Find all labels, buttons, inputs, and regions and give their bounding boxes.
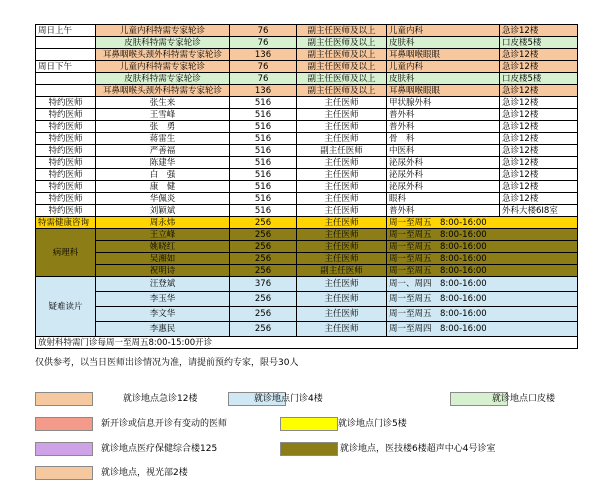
table-row [36, 85, 578, 97]
clinic-cell: 皮肤科特需专家轮诊 [96, 73, 230, 85]
legend-swatch [280, 417, 338, 431]
table-row [36, 49, 578, 61]
location-cell: 急诊12楼 [500, 193, 578, 205]
location-cell: 急诊12楼 [500, 85, 578, 97]
fee-cell: 256 [230, 292, 297, 307]
title-cell: 主任医师 [297, 109, 387, 121]
department-cell: 耳鼻咽喉眼眼 [387, 85, 500, 97]
title-cell: 副主任医师及以上 [297, 37, 387, 49]
department-cell: 泌尿外科 [387, 169, 500, 181]
table-row [36, 241, 578, 253]
doctor-cell: 吴湘如 [96, 253, 230, 265]
doctor-cell: 周永炜 [96, 217, 230, 229]
department-cell: 骨 科 [387, 133, 500, 145]
hours-cell: 周一至周五 8:00-16:00 [387, 229, 578, 241]
hours-cell: 周一至周五 8:00-16:00 [387, 292, 578, 307]
table-row [36, 217, 578, 229]
department-cell: 皮肤科 [387, 37, 500, 49]
title-cell: 主任医师 [297, 241, 387, 253]
clinic-cell: 耳鼻咽喉头颈外科特需专家轮诊 [96, 49, 230, 61]
table-row [36, 121, 578, 133]
hours-cell: 周一至周五 8:00-16:00 [387, 253, 578, 265]
department-cell: 普外科 [387, 205, 500, 217]
location-cell: 急诊12楼 [500, 109, 578, 121]
legend-label: 就诊地点，视光部2楼 [101, 468, 188, 478]
clinic-cell: 王雪峰 [96, 109, 230, 121]
doctor-cell: 汪登斌 [96, 277, 230, 292]
film-reading-label: 疑难读片 [36, 277, 96, 337]
table-row [36, 322, 578, 337]
title-cell: 主任医师 [297, 169, 387, 181]
legend-swatch [280, 442, 338, 456]
title-cell: 主任医师 [297, 205, 387, 217]
table-row [36, 253, 578, 265]
table-row [36, 133, 578, 145]
fee-cell: 76 [230, 73, 297, 85]
fee-cell: 516 [230, 121, 297, 133]
table-row [36, 292, 578, 307]
fee-cell: 76 [230, 37, 297, 49]
title-cell: 主任医师 [297, 253, 387, 265]
department-cell: 普外科 [387, 121, 500, 133]
title-cell: 主任医师 [297, 217, 387, 229]
table-row [36, 109, 578, 121]
session-cell: 特约医师 [36, 97, 96, 109]
fee-cell: 256 [230, 229, 297, 241]
location-cell: 外科大楼6I8室 [500, 205, 578, 217]
table-row [36, 205, 578, 217]
clinic-cell: 耳鼻咽喉头颈外科特需专家轮诊 [96, 85, 230, 97]
title-cell: 副主任医师及以上 [297, 73, 387, 85]
title-cell: 主任医师 [297, 229, 387, 241]
title-cell: 副主任医师及以上 [297, 49, 387, 61]
clinic-cell: 张 勇 [96, 121, 230, 133]
table-row [36, 73, 578, 85]
table-row [36, 61, 578, 73]
legend-swatch [35, 466, 93, 480]
fee-cell: 516 [230, 157, 297, 169]
session-cell: 特约医师 [36, 157, 96, 169]
title-cell: 主任医师 [297, 97, 387, 109]
session-cell: 特约医师 [36, 109, 96, 121]
clinic-cell: 儿童内科特需专家轮诊 [96, 61, 230, 73]
fee-cell: 376 [230, 277, 297, 292]
legend-swatch [35, 442, 93, 456]
location-cell: 急诊12楼 [500, 61, 578, 73]
doctor-cell: 姚晓红 [96, 241, 230, 253]
department-cell: 泌尿外科 [387, 157, 500, 169]
table-row [36, 169, 578, 181]
title-cell: 主任医师 [297, 322, 387, 337]
fee-cell: 516 [230, 133, 297, 145]
fee-cell: 256 [230, 307, 297, 322]
doctor-cell: 王立峰 [96, 229, 230, 241]
doctor-cell: 李文华 [96, 307, 230, 322]
fee-cell: 256 [230, 253, 297, 265]
title-cell: 主任医师 [297, 181, 387, 193]
location-cell: 口皮楼5楼 [500, 37, 578, 49]
clinic-cell: 陈建华 [96, 157, 230, 169]
table-row [36, 97, 578, 109]
table-row [36, 25, 578, 37]
clinic-cell: 儿童内科特需专家轮诊 [96, 25, 230, 37]
hours-cell: 周一至周五 8:00-16:00 [387, 307, 578, 322]
department-cell: 中医科 [387, 145, 500, 157]
title-cell: 主任医师 [297, 292, 387, 307]
table-row [36, 37, 578, 49]
clinic-cell: 华佩炎 [96, 193, 230, 205]
fee-cell: 136 [230, 85, 297, 97]
department-cell: 耳鼻咽喉眼眼 [387, 49, 500, 61]
location-cell: 急诊12楼 [500, 133, 578, 145]
session-cell: 特需健康咨询 [36, 217, 96, 229]
clinic-cell: 白 强 [96, 169, 230, 181]
department-cell: 甲状腺外科 [387, 97, 500, 109]
location-cell: 急诊12楼 [500, 97, 578, 109]
fee-cell: 516 [230, 97, 297, 109]
session-cell: 特约医师 [36, 181, 96, 193]
radiology-note: 放射科特需门诊每周一至周五8:00-15:00开诊 [36, 337, 578, 349]
doctor-cell: 李玉华 [96, 292, 230, 307]
session-cell [36, 73, 96, 85]
legend-label: 就诊地点门诊4楼 [254, 394, 323, 404]
location-cell: 急诊12楼 [500, 121, 578, 133]
legend-swatch [35, 417, 93, 431]
hours-cell: 周一、周四 8:00-16:00 [387, 277, 578, 292]
fee-cell: 256 [230, 241, 297, 253]
title-cell: 主任医师 [297, 157, 387, 169]
session-cell: 特约医师 [36, 145, 96, 157]
legend-label: 就诊地点口皮楼 [492, 394, 556, 404]
table-row [36, 307, 578, 322]
fee-cell: 516 [230, 205, 297, 217]
session-cell: 特约医师 [36, 121, 96, 133]
table-row [36, 337, 578, 349]
title-cell: 主任医师 [297, 193, 387, 205]
title-cell: 副主任医师 [297, 265, 387, 277]
clinic-cell: 康 健 [96, 181, 230, 193]
legend-swatch [35, 392, 93, 406]
legend-label: 新开诊或信息开诊有变动的医师 [101, 419, 228, 429]
title-cell: 副主任医师及以上 [297, 85, 387, 97]
title-cell: 主任医师 [297, 307, 387, 322]
location-cell: 口皮楼5楼 [500, 73, 578, 85]
location-cell: 急诊12楼 [500, 145, 578, 157]
table-row [36, 265, 578, 277]
title-cell: 副主任医师 [297, 145, 387, 157]
clinic-cell: 蒋雷生 [96, 133, 230, 145]
pathology-label: 病理科 [36, 229, 96, 277]
fee-cell: 516 [230, 181, 297, 193]
table-row [36, 277, 578, 292]
clinic-cell: 皮肤科特需专家轮诊 [96, 37, 230, 49]
department-cell: 儿童内科 [387, 25, 500, 37]
fee-cell: 76 [230, 61, 297, 73]
session-cell [36, 37, 96, 49]
legend-label: 就诊地点，医技楼6楼超声中心4号诊室 [340, 444, 496, 454]
legend-label: 就诊地点医疗保健综合楼125 [101, 444, 218, 454]
hours-cell: 周一至周五 8:00-16:00 [387, 265, 578, 277]
hours-cell: 周一至周五 8:00-16:00 [387, 217, 578, 229]
table-row [36, 181, 578, 193]
clinic-cell: 刘颖斌 [96, 205, 230, 217]
session-cell: 特约医师 [36, 193, 96, 205]
clinic-cell: 张生来 [96, 97, 230, 109]
location-cell: 急诊12楼 [500, 157, 578, 169]
department-cell: 普外科 [387, 109, 500, 121]
location-cell: 急诊12楼 [500, 169, 578, 181]
session-cell: 特约医师 [36, 169, 96, 181]
table-row [36, 145, 578, 157]
schedule-table [35, 24, 578, 349]
fee-cell: 76 [230, 25, 297, 37]
fee-cell: 516 [230, 145, 297, 157]
doctor-cell: 李惠民 [96, 322, 230, 337]
session-cell: 周日下午 [36, 61, 96, 73]
fee-cell: 516 [230, 193, 297, 205]
doctor-cell: 祝明诗 [96, 265, 230, 277]
location-cell: 急诊12楼 [500, 25, 578, 37]
legend-label: 就诊地点门诊5楼 [338, 419, 407, 429]
department-cell: 儿童内科 [387, 61, 500, 73]
table-row [36, 229, 578, 241]
title-cell: 副主任医师及以上 [297, 25, 387, 37]
location-cell: 急诊12楼 [500, 49, 578, 61]
legend-label: 就诊地点急诊12楼 [123, 394, 198, 404]
hours-cell: 周一至周五 8:00-16:00 [387, 241, 578, 253]
department-cell: 皮肤科 [387, 73, 500, 85]
table-row [36, 157, 578, 169]
department-cell: 眼科 [387, 193, 500, 205]
fee-cell: 256 [230, 265, 297, 277]
fee-cell: 256 [230, 322, 297, 337]
table-row [36, 193, 578, 205]
session-cell: 周日上午 [36, 25, 96, 37]
fee-cell: 516 [230, 169, 297, 181]
department-cell: 泌尿外科 [387, 181, 500, 193]
title-cell: 主任医师 [297, 133, 387, 145]
title-cell: 主任医师 [297, 277, 387, 292]
fee-cell: 516 [230, 109, 297, 121]
session-cell [36, 49, 96, 61]
fee-cell: 256 [230, 217, 297, 229]
clinic-cell: 严善福 [96, 145, 230, 157]
hours-cell: 周一至周四 8:00-16:00 [387, 322, 578, 337]
session-cell: 特约医师 [36, 133, 96, 145]
session-cell [36, 85, 96, 97]
title-cell: 主任医师 [297, 121, 387, 133]
disclaimer-note: 仅供参考，以当日医师出诊情况为准，请提前预约专家，限号30人 [35, 358, 299, 368]
title-cell: 副主任医师及以上 [297, 61, 387, 73]
fee-cell: 136 [230, 49, 297, 61]
location-cell: 急诊12楼 [500, 181, 578, 193]
session-cell: 特约医师 [36, 205, 96, 217]
